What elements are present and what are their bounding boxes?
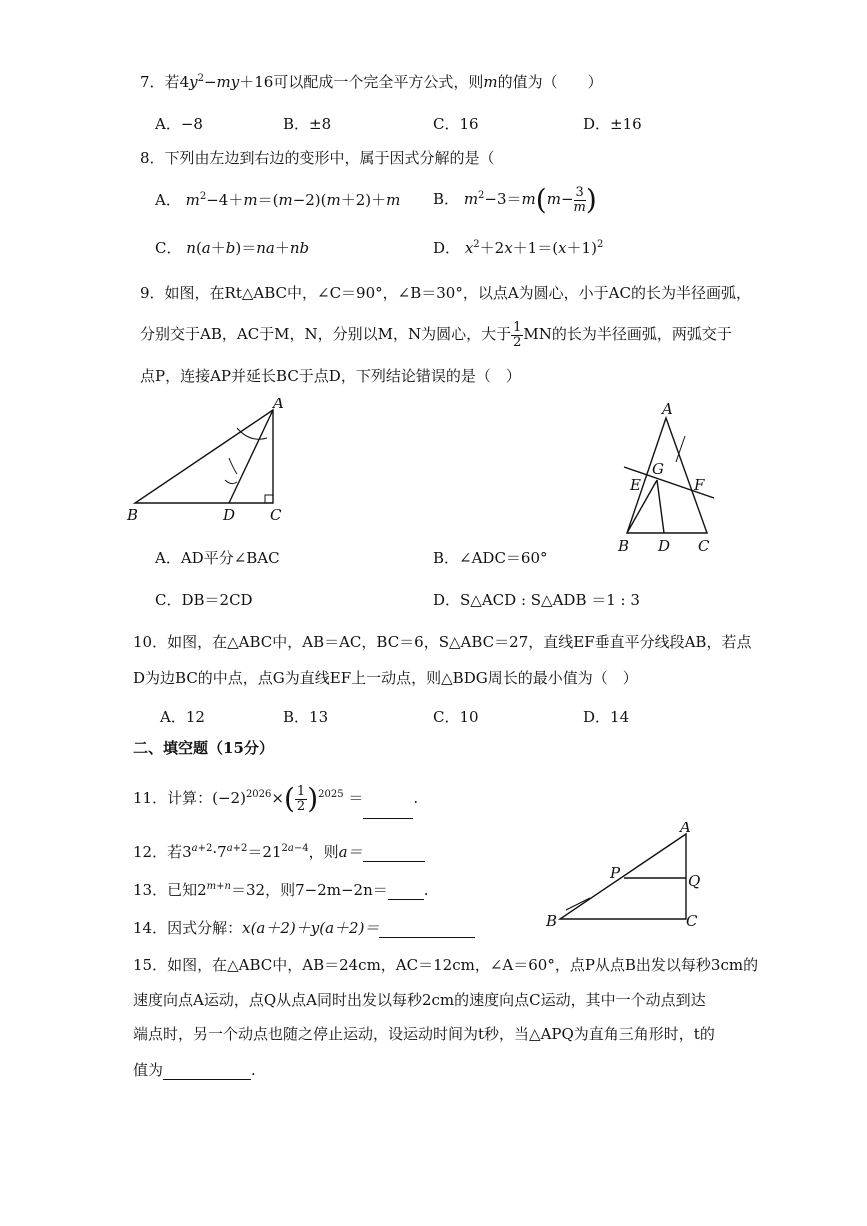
- q11-answer-blank[interactable]: [363, 802, 413, 819]
- q9-arc-p2: [225, 480, 237, 484]
- q9-line1: 9．如图，在Rt△ABC中，∠C＝90°，∠B＝30°，以点A为圆心，小于AC的长为半径画弧，: [140, 284, 751, 302]
- q8-option-a[interactable]: A． $m^2-4+m=(m-2)(m+2)+m$: [155, 191, 401, 209]
- q9-label-b: B: [127, 506, 139, 524]
- q8-stem: 8．下列由左边到右边的变形中，属于因式分解的是（: [140, 149, 495, 167]
- q9-segment-ad: [229, 410, 273, 503]
- q9-fraction-half: $\frac{1}{2}$: [513, 319, 522, 350]
- q13-number: 13．: [133, 881, 168, 899]
- q9-option-b[interactable]: B．∠ADC＝60°: [433, 549, 548, 567]
- q10-option-c[interactable]: C．10: [433, 708, 479, 726]
- q10-figure: [612, 400, 722, 555]
- q12-answer-blank[interactable]: [363, 845, 425, 862]
- q15-number: 15．: [133, 956, 168, 974]
- q15-label-a: A: [680, 822, 691, 836]
- q12-stem: 12．若$3^{a+2}\cdot 7^{a+2}=21^{2a-4}$，则a＝: [133, 842, 425, 862]
- q13-stem: 13．已知$2^{m+n}=32$，则7−2m−2n＝ .: [133, 881, 429, 899]
- q10-number: 10．: [133, 633, 168, 651]
- q9-label-d: D: [223, 506, 236, 524]
- q9-option-d[interactable]: D．S△ACD : S△ADB ＝1 : 3: [433, 591, 640, 609]
- q10-label-d: D: [658, 537, 671, 555]
- q8-number: 8．: [140, 149, 165, 167]
- q9-label-a: A: [273, 398, 284, 412]
- q10-label-g: G: [652, 460, 664, 478]
- q8-option-d[interactable]: D． $x^2+2x+1=(x+1)^2$: [433, 239, 604, 257]
- q15-triangle-abc: [560, 834, 686, 919]
- q11-number: 11．: [133, 789, 168, 807]
- q9-arc-p: [229, 458, 237, 474]
- q15-label-p: P: [610, 864, 621, 882]
- q9-line3: 点P，连接AP并延长BC于点D，下列结论错误的是（ ）: [140, 367, 521, 385]
- q15-label-c: C: [686, 912, 698, 930]
- q8-option-b[interactable]: B． $m^2-3=m(m-$ $\frac{3}{m}$ ): [433, 183, 597, 216]
- q15-figure: [540, 822, 710, 932]
- q9-line2: 分别交于AB，AC于M，N，分别以M，N为圆心，大于 $\frac{1}{2}$ MN的长为半径画弧，两弧交于: [140, 319, 732, 350]
- q7-option-d[interactable]: D．±16: [583, 115, 642, 133]
- q10-option-d[interactable]: D．14: [583, 708, 630, 726]
- q10-label-f: F: [694, 476, 705, 494]
- q12-number: 12．: [133, 843, 168, 861]
- q15-answer-blank[interactable]: [163, 1063, 251, 1080]
- q15-line2: 速度向点A运动，点Q从点A同时出发以每秒2cm的速度向点C运动，其中一个动点到达: [133, 991, 706, 1009]
- q10-label-b: B: [618, 537, 630, 555]
- q7-expression: $4y^2-my+16$: [179, 73, 274, 91]
- q15-arrow-mark: [566, 898, 590, 910]
- q14-answer-blank[interactable]: [379, 921, 475, 938]
- q10-segment-gd: [657, 480, 664, 533]
- q15-label-b: B: [546, 912, 558, 930]
- q10-option-b[interactable]: B．13: [283, 708, 329, 726]
- section-title: 二、填空题（15分）: [133, 739, 274, 757]
- q7-stem: 7．若$4y^2-my+16$可以配成一个完全平方公式，则m的值为（ ）: [140, 73, 603, 91]
- q8-option-c[interactable]: C． n(a＋b)＝na＋nb: [155, 239, 310, 257]
- q9-label-c: C: [270, 506, 282, 524]
- q14-stem: 14．因式分解：x(a＋2)＋y(a＋2)＝: [133, 918, 475, 938]
- q10-label-a: A: [662, 400, 673, 418]
- q9-number: 9．: [140, 284, 165, 302]
- q9-right-angle-mark: [265, 495, 273, 503]
- q7-option-a[interactable]: A．−8: [155, 115, 203, 133]
- q15-label-q: Q: [688, 872, 701, 890]
- q10-option-a[interactable]: A．12: [160, 708, 205, 726]
- q14-number: 14．: [133, 919, 168, 937]
- q15-line1: 15．如图，在△ABC中，AB＝24cm，AC＝12cm，∠A＝60°，点P从点B出发以每秒3cm的: [133, 956, 759, 974]
- q10-line1: 10．如图，在△ABC中，AB＝AC，BC＝6，S△ABC＝27，直线EF垂直平分线段AB，若点: [133, 633, 752, 651]
- q11-stem: 11．计算：$(-2)^{2026}\times$( $\frac{1}{2}$ )$^{2025}$ ＝ .: [133, 778, 418, 818]
- q9-option-c[interactable]: C．DB＝2CD: [155, 591, 253, 609]
- q10-label-c: C: [698, 537, 710, 555]
- q7-number: 7．: [140, 73, 165, 91]
- q9-option-a[interactable]: A．AD平分∠BAC: [155, 549, 280, 567]
- q10-label-e: E: [630, 476, 641, 494]
- q15-line3: 端点时，另一个动点也随之停止运动，设运动时间为t秒，当△APQ为直角三角形时，t的: [133, 1025, 715, 1043]
- q15-line4: 值为 .: [133, 1061, 256, 1079]
- q7-option-b[interactable]: B．±8: [283, 115, 332, 133]
- q7-option-c[interactable]: C．16: [433, 115, 479, 133]
- q9-figure: [125, 398, 295, 528]
- q9-triangle-abc: [135, 410, 273, 503]
- q13-answer-blank[interactable]: [388, 883, 424, 900]
- q10-line2: D为边BC的中点，点G为直线EF上一动点，则△BDG周长的最小值为（ ）: [133, 669, 638, 687]
